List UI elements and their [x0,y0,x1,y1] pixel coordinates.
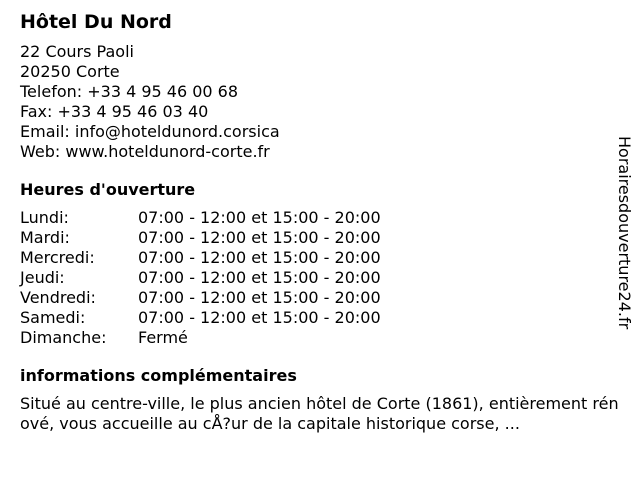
time-range: 07:00 - 12:00 et 15:00 - 20:00 [138,308,381,327]
day-label: Mardi: [20,228,70,247]
opening-hours-table [20,208,620,348]
opening-hours-heading: Heures d'ouverture [20,180,196,199]
address-block [20,42,620,162]
time-range: 07:00 - 12:00 et 15:00 - 20:00 [138,268,381,287]
hours-row-tuesday [20,228,620,248]
email-line: Email: info@hoteldunord.corsica [20,122,280,141]
additional-info-text: Situé au centre-ville, le plus ancien hôtel de Corte (1861), entièrement rénové, vous accueille au cÅ?ur de la capitale historique corse, ... [20,394,619,433]
site-watermark: Horairesdouverture24.fr [615,136,634,330]
day-label: Dimanche: [20,328,107,347]
time-range: 07:00 - 12:00 et 15:00 - 20:00 [138,248,381,267]
day-label: Vendredi: [20,288,96,307]
hours-row-sunday [20,328,620,348]
hours-row-saturday [20,308,620,328]
time-range: Fermé [138,328,188,347]
time-range: 07:00 - 12:00 et 15:00 - 20:00 [138,208,381,227]
phone-line: Telefon: +33 4 95 46 00 68 [20,82,239,101]
additional-info-heading: informations complémentaires [20,366,297,385]
day-label: Mercredi: [20,248,95,267]
time-range: 07:00 - 12:00 et 15:00 - 20:00 [138,228,381,247]
business-card [20,10,620,434]
day-label: Jeudi: [20,268,65,287]
hours-row-friday [20,288,620,308]
hours-row-monday [20,208,620,228]
street-address: 22 Cours Paoli [20,42,134,61]
website-line: Web: www.hoteldunord-corte.fr [20,142,270,161]
postal-city: 20250 Corte [20,62,120,81]
hours-row-thursday [20,268,620,288]
day-label: Lundi: [20,208,69,227]
fax-line: Fax: +33 4 95 46 03 40 [20,102,209,121]
time-range: 07:00 - 12:00 et 15:00 - 20:00 [138,288,381,307]
business-name: Hôtel Du Nord [20,11,172,33]
day-label: Samedi: [20,308,86,327]
hours-row-wednesday [20,248,620,268]
